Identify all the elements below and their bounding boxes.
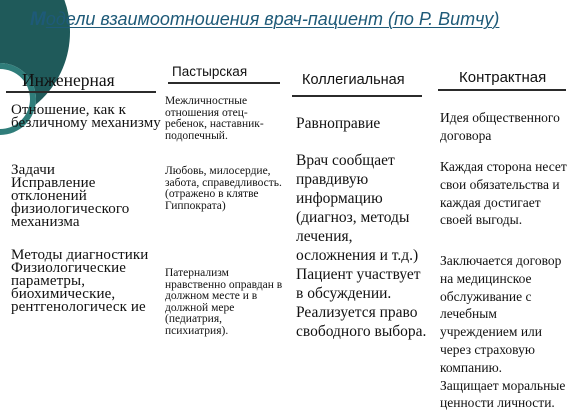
paragraph: Любовь, милосердие, забота, справедливость. (отражено в клятве Гиппократа) <box>165 165 282 212</box>
column-header-pastoral: Пастырская <box>172 64 248 79</box>
paragraph: Заключается договор на медицинское обслуживание с лечебным учреждением или через страховую компанию. Защищает моральные ценности личности. <box>440 253 566 411</box>
paragraph: Патернализм нравственно оправдан в должном месте и в должной мере (педиатрия, психиатрия). <box>165 267 283 337</box>
column-header-engineering: Инженерная <box>22 70 115 90</box>
slide-title <box>30 9 499 31</box>
paragraph: Врач сообщает правдивую информацию (диагноз, методы лечения, осложнения и т.д.) Пациент участвует в обсуждении. Реализуется право свободного выбора. <box>296 152 427 340</box>
header-underline <box>6 91 156 93</box>
paragraph: Задачи Исправление отклонений физиологического механизма <box>11 162 130 230</box>
header-underline <box>292 95 422 97</box>
header-underline <box>168 82 280 84</box>
column-header-collegial: Коллегиальная <box>302 72 405 88</box>
paragraph: Межличностные отношения отец-ребенок, наставник-подопечный. <box>165 95 264 142</box>
paragraph: Равноправие <box>296 115 381 132</box>
title-text: одели взаимоотношения врач-пациент (по Р. Витчу) <box>45 9 500 29</box>
paragraph: Отношение, как к безличному механизму <box>11 102 161 131</box>
paragraph: Методы диагностики Физиологические параметры, биохимические, рентгенологическ ие <box>11 247 149 315</box>
header-underline <box>438 89 566 91</box>
title-first-letter: М <box>30 9 46 30</box>
paragraph: Каждая сторона несет свои обязательства и каждая достигает своей выгоды. <box>440 159 567 228</box>
column-header-contractual: Контрактная <box>459 69 547 86</box>
paragraph: Идея общественного договора <box>440 110 560 143</box>
